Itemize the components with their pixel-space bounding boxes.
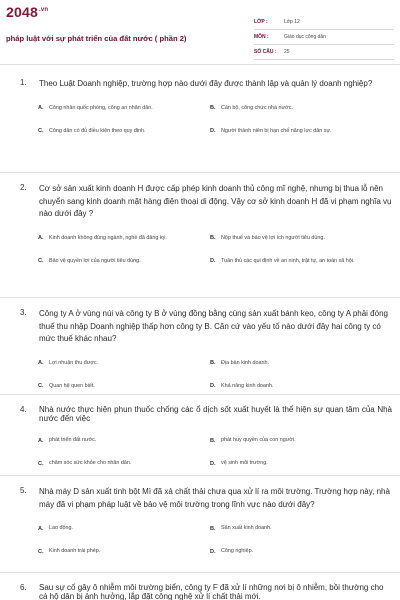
question-text: Sau sự cố gây ô nhiễm môi trường biển, công ty F đã xử lí những nơi bị ô nhiễm, bồi thường cho cá hộ dân bị ảnh hưởng, lắp đặt công nghệ xử lí chất thải mới. <box>39 583 384 600</box>
question-3 <box>0 298 400 394</box>
option-grid <box>0 517 400 563</box>
meta-label: SỐ CÂU : <box>254 49 277 55</box>
option-c[interactable] <box>38 452 210 475</box>
option-letter: B. <box>210 235 216 242</box>
question-text: Công ty A ở vùng núi và công ty B ở vùng đồng bằng cùng sản xuất bánh kẹo, công ty A phải đóng thuế thu nhập Doanh nghiệp thấp hơn công ty B. Căn cứ vào yếu tố nào dưới đây hai công ty có mức thuế khác nhau? <box>39 309 388 344</box>
option-text: Cán bộ, công chức nhà nước. <box>221 104 293 111</box>
option-text: Công nghiệp. <box>221 548 254 555</box>
option-c[interactable] <box>38 120 210 143</box>
option-text: Lợi nhuận thu được. <box>49 359 99 366</box>
question-2 <box>0 173 400 297</box>
meta-label: LỚP : <box>254 19 268 25</box>
option-b[interactable] <box>210 227 382 250</box>
option-letter: D. <box>210 128 216 135</box>
meta-row-count <box>254 45 394 60</box>
option-text: vệ sinh môi trường. <box>221 460 268 466</box>
question-number: 5. <box>20 486 27 495</box>
option-letter: C. <box>38 548 44 555</box>
option-text: Lao động. <box>49 525 73 532</box>
question-text: Nhà nước thực hiện phun thuốc chống các ổ dịch sốt xuất huyết là thể hiện sự quan tâm của Nhà nước đến việc <box>39 405 392 423</box>
meta-label: MÔN : <box>254 34 269 40</box>
question-text: Theo Luật Doanh nghiệp, trường hợp nào dưới đây được thành lập và quản lý doanh nghiệp? <box>39 79 373 88</box>
option-letter: D. <box>210 258 216 265</box>
option-letter: A. <box>38 360 44 367</box>
option-b[interactable] <box>210 429 382 452</box>
option-a[interactable] <box>38 97 210 120</box>
option-letter: B. <box>210 105 216 112</box>
option-letter: C. <box>38 128 44 135</box>
question-text: Cơ sở sản xuất kinh doanh H được cấp phép kinh doanh thủ công mĩ nghệ, nhưng bị thua lỗ nên chuyển sang kinh doanh mặt hàng điện thoại di động. Vậy cơ sở kinh doanh H đã vi phạm nghĩa vụ nào dưới đây ? <box>39 184 392 219</box>
header <box>0 0 400 62</box>
option-text: Bảo vệ quyền lợi của người tiêu dùng. <box>49 257 141 264</box>
option-a[interactable] <box>38 517 210 540</box>
option-grid <box>0 227 400 273</box>
question-number: 1. <box>20 78 27 87</box>
question-number: 6. <box>20 583 27 592</box>
meta-row-class <box>254 15 394 30</box>
option-letter: D. <box>210 383 216 390</box>
option-text: phát huy quyền của con người. <box>221 437 296 443</box>
option-a[interactable] <box>38 352 210 375</box>
option-letter: C. <box>38 383 44 390</box>
option-text: Nộp thuế và bảo vệ lợi ích người tiêu dùng. <box>221 234 325 241</box>
option-text: Khả năng kinh doanh. <box>221 382 274 389</box>
option-letter: B. <box>210 525 216 532</box>
option-text: Sản xuất kinh doanh. <box>221 525 272 532</box>
header-divider <box>0 64 400 65</box>
option-a[interactable] <box>38 429 210 452</box>
question-5 <box>0 476 400 572</box>
option-text: phát triển đất nước. <box>49 437 97 443</box>
logo-main: 2048 <box>6 4 38 20</box>
option-letter: C. <box>38 460 44 467</box>
option-text: Địa bàn kinh doanh. <box>221 359 269 366</box>
site-logo[interactable] <box>6 4 48 20</box>
option-c[interactable] <box>38 540 210 563</box>
option-grid <box>0 97 400 143</box>
question-4 <box>0 395 400 475</box>
question-number: 4. <box>20 405 27 414</box>
option-b[interactable] <box>210 517 382 540</box>
option-letter: B. <box>210 437 216 444</box>
option-text: chăm sóc sức khỏe cho nhân dân. <box>49 460 132 466</box>
option-letter: A. <box>38 235 44 242</box>
option-text: Công nhân quốc phòng, công an nhân dân. <box>49 104 153 111</box>
option-c[interactable] <box>38 250 210 273</box>
meta-value: Lớp 12 <box>284 19 300 25</box>
meta-table <box>254 15 394 60</box>
question-number: 2. <box>20 183 27 192</box>
option-letter: D. <box>210 460 216 467</box>
option-b[interactable] <box>210 97 382 120</box>
meta-row-subject <box>254 30 394 45</box>
option-letter: A. <box>38 105 44 112</box>
option-letter: C. <box>38 258 44 265</box>
question-list <box>0 78 400 600</box>
option-letter: A. <box>38 525 44 532</box>
meta-value: Giáo dục công dân <box>284 34 326 40</box>
question-6 <box>0 573 400 600</box>
option-text: Quan hệ quen biết. <box>49 382 95 389</box>
meta-value: 25 <box>284 49 290 55</box>
option-letter: D. <box>210 548 216 555</box>
option-d[interactable] <box>210 120 382 143</box>
document-title: pháp luật với sự phát triển của đất nước ( phần 2) <box>6 34 187 43</box>
option-grid <box>0 352 400 398</box>
option-text: Kinh doanh không đúng ngành, nghề đã đăng ký. <box>49 234 167 241</box>
option-text: Người thành niên bị hạn chế năng lực dân sự. <box>221 127 332 134</box>
option-b[interactable] <box>210 352 382 375</box>
option-d[interactable] <box>210 250 382 273</box>
option-grid <box>0 429 400 475</box>
question-1 <box>0 78 400 172</box>
logo-tld: .vn <box>38 7 49 14</box>
question-text: Nhà máy D sản xuất tinh bột Mì đã xả chất thải chưa qua xử lí ra môi trường. Trường hợp này, nhà máy đã vi phạm pháp luật về bảo vệ môi trường trong lĩnh vực nào dưới đây? <box>39 487 390 509</box>
option-letter: B. <box>210 360 216 367</box>
option-d[interactable] <box>210 452 382 475</box>
option-text: Tuân thủ các qui định về an ninh, trật tự, an toàn xã hội. <box>221 257 355 264</box>
option-a[interactable] <box>38 227 210 250</box>
option-text: Công dân có đủ điều kiện theo quy định. <box>49 127 146 134</box>
option-d[interactable] <box>210 540 382 563</box>
question-number: 3. <box>20 308 27 317</box>
option-text: Kinh doanh trái phép. <box>49 548 101 555</box>
option-letter: A. <box>38 437 44 444</box>
